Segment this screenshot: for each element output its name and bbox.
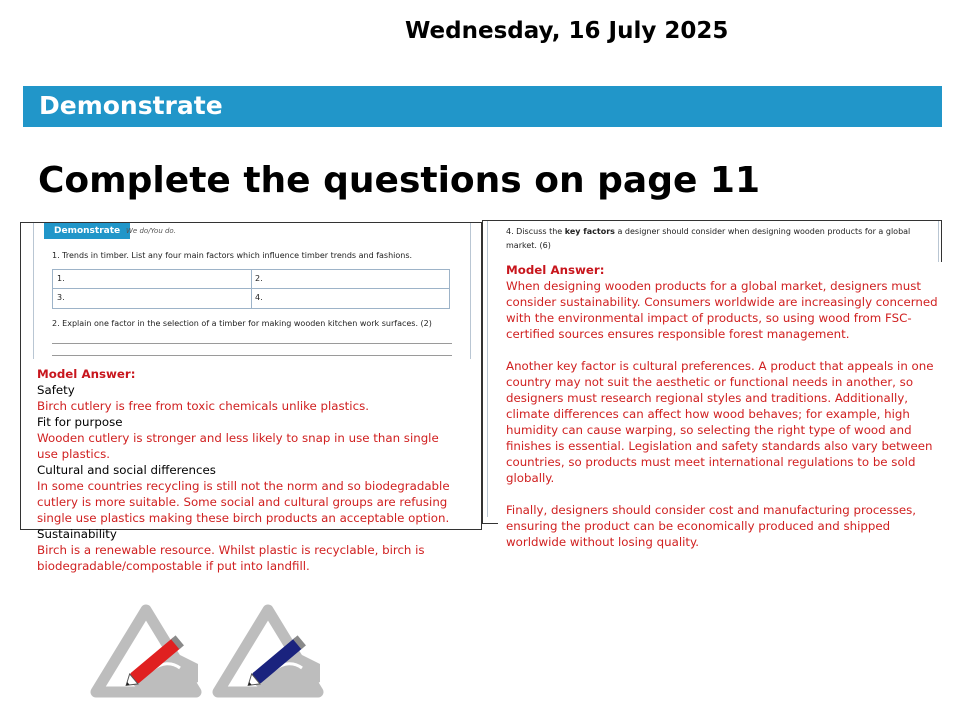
table-cell: 1. <box>57 274 65 283</box>
answer-line <box>52 343 452 344</box>
table-cell: 2. <box>255 274 263 283</box>
answer-heading-cultural: Cultural and social differences <box>37 463 216 477</box>
answer-text-sustainability: Birch is a renewable resource. Whilst plastic is recyclable, birch is biodegradable/compostable if put into landfill. <box>37 543 425 573</box>
section-banner <box>23 86 942 127</box>
worksheet-question-2: 2. Explain one factor in the selection of a timber for making wooden kitchen work surfaces. (2) <box>52 319 432 328</box>
worksheet-question-4 <box>506 225 916 253</box>
table-cell: 3. <box>57 293 65 302</box>
model-answer-right <box>498 262 946 566</box>
q4-key-factors: key factors <box>564 227 615 236</box>
answer-line <box>52 355 452 356</box>
model-answer-left <box>37 366 462 574</box>
worksheet-answer-table <box>52 269 450 309</box>
worksheet-tag-subtitle: We do/You do. <box>126 227 176 235</box>
answer-paragraph-3: Finally, designers should consider cost and manufacturing processes, ensuring the product can be economically produced and shipped worldwide without losing quality. <box>506 503 917 549</box>
answer-heading-sustainability: Sustainability <box>37 527 117 541</box>
date-heading: Wednesday, 16 July 2025 <box>405 18 729 44</box>
worksheet-question-1: 1. Trends in timber. List any four main factors which influence timber trends and fashions. <box>52 251 413 260</box>
section-title: Demonstrate <box>39 91 223 120</box>
answer-text-safety: Birch cutlery is free from toxic chemicals unlike plastics. <box>37 399 369 413</box>
answer-text-cultural: In some countries recycling is still not the norm and so biodegradable cutlery is more suitable. Some social and cultural groups are refusing single use plastics making these birch products an acceptable option. <box>37 479 450 525</box>
table-cell: 4. <box>255 293 263 302</box>
model-answer-label: Model Answer: <box>506 263 605 277</box>
model-answer-label: Model Answer: <box>37 367 136 381</box>
worksheet-demonstrate-tag: Demonstrate <box>44 223 130 239</box>
red-pen-writing-icon <box>90 604 202 698</box>
answer-text-fit-for-purpose: Wooden cutlery is stronger and less likely to snap in use than single use plastics. <box>37 431 439 461</box>
worksheet-left-excerpt <box>33 223 471 359</box>
answer-heading-fit-for-purpose: Fit for purpose <box>37 415 123 429</box>
page-instruction: Complete the questions on page 11 <box>38 160 761 201</box>
answer-heading-safety: Safety <box>37 383 75 397</box>
answer-paragraph-2: Another key factor is cultural preferences. A product that appeals in one country may not suit the aesthetic or functional needs in another, so designers must research regional styles and traditions. Additionally, climate differences can affect how wood behaves; for example, high humidity can cause warping, so selecting the right type of wood and finishes is essential. Legislation and safety standards also vary between countries, so products must meet international regulations to be sold globally. <box>506 359 934 485</box>
q4-suffix: a designer should consider when designing wooden products for a global market. (6) <box>506 227 911 250</box>
blue-pen-writing-icon <box>212 604 324 698</box>
answer-paragraph-1: When designing wooden products for a global market, designers must consider sustainability. Consumers worldwide are increasingly concerned with the environmental impact of products, so using wood from FSC-certified sources ensures responsible forest management. <box>506 279 938 341</box>
q4-prefix: 4. Discuss the <box>506 227 565 236</box>
